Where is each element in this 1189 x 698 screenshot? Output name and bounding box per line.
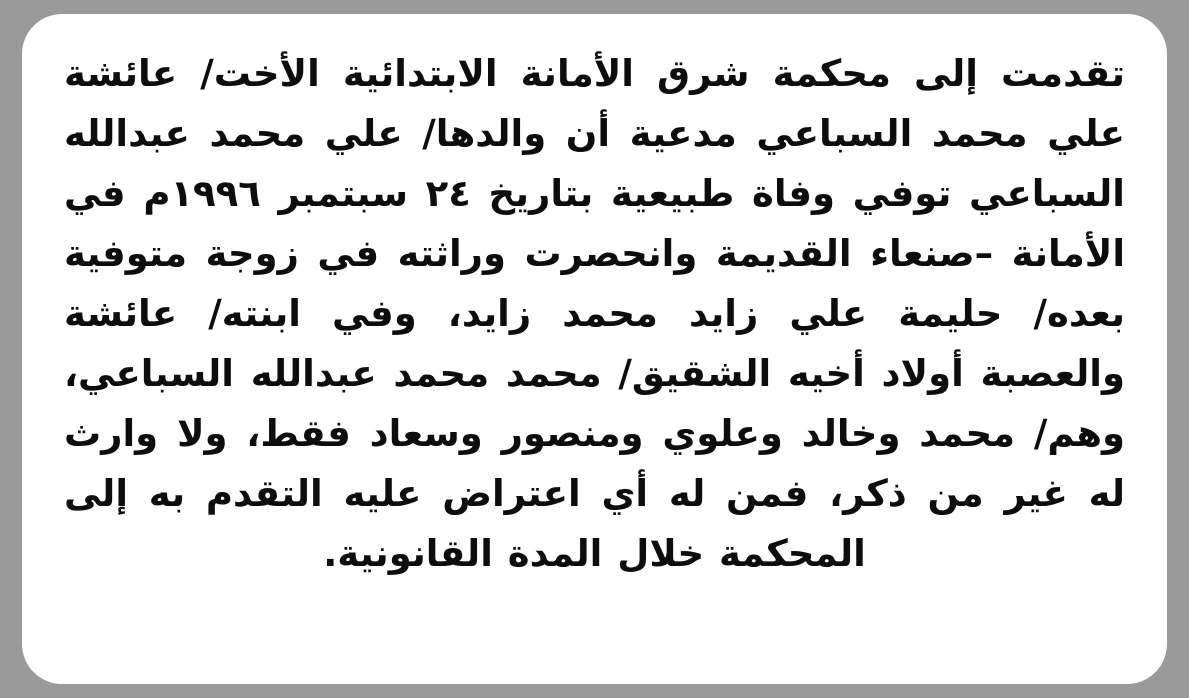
notice-text-block [22, 44, 1167, 583]
notice-paragraph: تقدمت إلى محكمة شرق الأمانة الابتدائية الأخت/ عائشة علي محمد السباعي مدعية أن والدها/ علي محمد عبدالله السباعي توفي وفاة طبيعية بتاريخ ٢٤ سبتمبر ١٩٩٦م في الأمانة –صنعاء القديمة وانحصرت وراثته في زوجة متوفية بعده/ حليمة علي زايد محمد زايد، وفي ابنته/ عائشة والعصبة أولاد أخيه الشقيق/ محمد محمد عبدالله السباعي، وهم/ محمد وخالد وعلوي ومنصور وسعاد فقط، ولا وارث له غير من ذكر، فمن له أي اعتراض عليه التقدم به إلى المحكمة خلال المدة القانونية. [64, 52, 1125, 575]
notice-card [22, 14, 1167, 684]
